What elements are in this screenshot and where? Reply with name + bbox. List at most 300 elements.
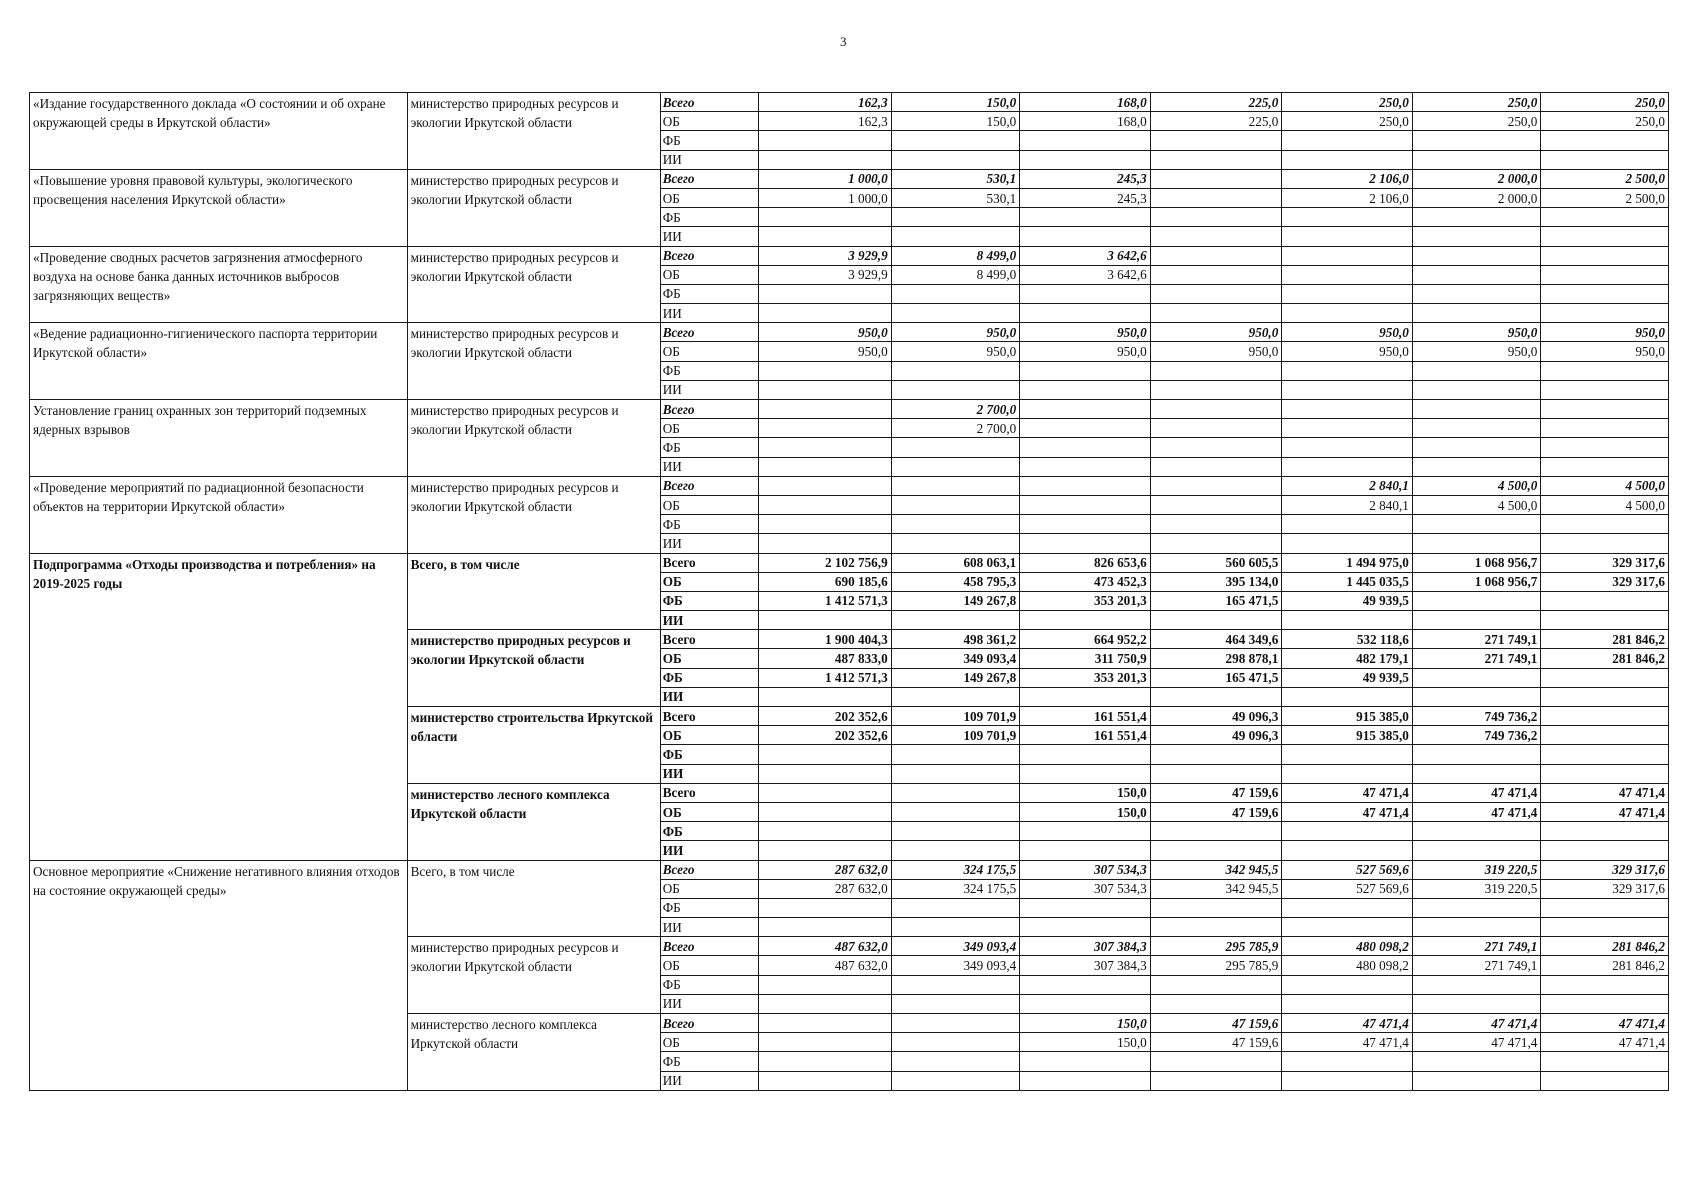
table-row	[30, 246, 1669, 265]
amount-y2021	[1020, 380, 1151, 399]
amount-y2023	[1282, 515, 1413, 534]
amount-y2019	[759, 687, 892, 706]
amount-y2025: 950,0	[1541, 323, 1669, 342]
amount-y2020: 150,0	[891, 93, 1020, 112]
table-row	[30, 476, 1669, 495]
amount-y2024	[1412, 841, 1541, 860]
responsible-executor: министерство природных ресурсов и экологии Иркутской области	[407, 246, 660, 323]
amount-y2024: 749 736,2	[1412, 707, 1541, 726]
amount-y2023	[1282, 745, 1413, 764]
amount-y2024: 271 749,1	[1412, 630, 1541, 649]
amount-y2020	[891, 822, 1020, 841]
funding-source: ОБ	[660, 495, 758, 514]
amount-y2024	[1412, 898, 1541, 917]
funding-source: ОБ	[660, 419, 758, 438]
amount-y2022: 395 134,0	[1150, 572, 1282, 591]
amount-y2022	[1150, 419, 1282, 438]
amount-y2024: 950,0	[1412, 342, 1541, 361]
amount-y2023: 482 179,1	[1282, 649, 1413, 668]
amount-y2025	[1541, 898, 1669, 917]
amount-y2022	[1150, 361, 1282, 380]
amount-y2022	[1150, 918, 1282, 937]
amount-y2021: 307 384,3	[1020, 937, 1151, 956]
amount-y2020	[891, 438, 1020, 457]
funding-source: ИИ	[660, 687, 758, 706]
amount-y2023	[1282, 975, 1413, 994]
amount-y2020: 2 700,0	[891, 419, 1020, 438]
responsible-executor: Всего, в том числе	[407, 553, 660, 630]
amount-y2021	[1020, 841, 1151, 860]
amount-y2020	[891, 534, 1020, 553]
amount-y2020	[891, 1033, 1020, 1052]
amount-y2019	[759, 515, 892, 534]
amount-y2024	[1412, 745, 1541, 764]
amount-y2021: 150,0	[1020, 802, 1151, 821]
amount-y2022	[1150, 611, 1282, 630]
amount-y2024: 319 220,5	[1412, 879, 1541, 898]
funding-source: ОБ	[660, 726, 758, 745]
amount-y2023	[1282, 822, 1413, 841]
amount-y2024	[1412, 918, 1541, 937]
funding-source: ОБ	[660, 1033, 758, 1052]
funding-source: ОБ	[660, 112, 758, 131]
amount-y2020: 530,1	[891, 169, 1020, 188]
responsible-executor: министерство природных ресурсов и экологии Иркутской области	[407, 630, 660, 707]
amount-y2022	[1150, 265, 1282, 284]
amount-y2020	[891, 783, 1020, 802]
amount-y2020: 608 063,1	[891, 553, 1020, 572]
amount-y2020: 349 093,4	[891, 956, 1020, 975]
amount-y2021	[1020, 611, 1151, 630]
amount-y2020	[891, 208, 1020, 227]
amount-y2021	[1020, 898, 1151, 917]
amount-y2023	[1282, 265, 1413, 284]
amount-y2024	[1412, 284, 1541, 303]
amount-y2022	[1150, 745, 1282, 764]
amount-y2021	[1020, 227, 1151, 246]
responsible-executor: министерство природных ресурсов и экологии Иркутской области	[407, 400, 660, 477]
amount-y2025: 47 471,4	[1541, 1033, 1669, 1052]
funding-source: Всего	[660, 937, 758, 956]
amount-y2021: 664 952,2	[1020, 630, 1151, 649]
amount-y2022	[1150, 764, 1282, 783]
funding-source: ФБ	[660, 208, 758, 227]
amount-y2021	[1020, 822, 1151, 841]
amount-y2024	[1412, 361, 1541, 380]
amount-y2024	[1412, 611, 1541, 630]
funding-source: ИИ	[660, 918, 758, 937]
funding-source: ИИ	[660, 380, 758, 399]
amount-y2024: 47 471,4	[1412, 1014, 1541, 1033]
amount-y2022	[1150, 438, 1282, 457]
amount-y2021	[1020, 515, 1151, 534]
amount-y2022: 165 471,5	[1150, 591, 1282, 610]
amount-y2020	[891, 918, 1020, 937]
amount-y2023: 49 939,5	[1282, 591, 1413, 610]
amount-y2025	[1541, 208, 1669, 227]
amount-y2020	[891, 495, 1020, 514]
amount-y2025: 250,0	[1541, 112, 1669, 131]
amount-y2025	[1541, 131, 1669, 150]
amount-y2020	[891, 284, 1020, 303]
amount-y2019	[759, 150, 892, 169]
amount-y2020: 458 795,3	[891, 572, 1020, 591]
funding-source: Всего	[660, 476, 758, 495]
amount-y2024	[1412, 208, 1541, 227]
amount-y2019	[759, 1014, 892, 1033]
amount-y2021: 3 642,6	[1020, 265, 1151, 284]
amount-y2025	[1541, 150, 1669, 169]
responsible-executor: министерство строительства Иркутской области	[407, 707, 660, 784]
amount-y2021: 826 653,6	[1020, 553, 1151, 572]
amount-y2022	[1150, 1052, 1282, 1071]
amount-y2025	[1541, 1071, 1669, 1090]
amount-y2019	[759, 822, 892, 841]
amount-y2022: 342 945,5	[1150, 879, 1282, 898]
amount-y2019: 1 412 571,3	[759, 591, 892, 610]
amount-y2025	[1541, 994, 1669, 1013]
amount-y2021: 168,0	[1020, 112, 1151, 131]
responsible-executor: Всего, в том числе	[407, 860, 660, 937]
amount-y2021	[1020, 495, 1151, 514]
amount-y2019	[759, 495, 892, 514]
amount-y2019	[759, 918, 892, 937]
amount-y2019	[759, 419, 892, 438]
amount-y2023	[1282, 534, 1413, 553]
amount-y2025	[1541, 841, 1669, 860]
amount-y2024	[1412, 994, 1541, 1013]
amount-y2021	[1020, 361, 1151, 380]
amount-y2022: 560 605,5	[1150, 553, 1282, 572]
amount-y2021: 950,0	[1020, 323, 1151, 342]
amount-y2020: 349 093,4	[891, 937, 1020, 956]
amount-y2024	[1412, 764, 1541, 783]
amount-y2023: 2 106,0	[1282, 188, 1413, 207]
amount-y2021	[1020, 284, 1151, 303]
funding-source: ФБ	[660, 131, 758, 150]
amount-y2024	[1412, 822, 1541, 841]
amount-y2025	[1541, 611, 1669, 630]
amount-y2024	[1412, 131, 1541, 150]
amount-y2020	[891, 764, 1020, 783]
funding-source: Всего	[660, 1014, 758, 1033]
amount-y2025	[1541, 246, 1669, 265]
amount-y2025: 2 500,0	[1541, 169, 1669, 188]
amount-y2019: 690 185,6	[759, 572, 892, 591]
responsible-executor: министерство лесного комплекса Иркутской области	[407, 783, 660, 860]
amount-y2019: 1 000,0	[759, 188, 892, 207]
amount-y2023: 480 098,2	[1282, 956, 1413, 975]
amount-y2019: 162,3	[759, 93, 892, 112]
amount-y2020	[891, 745, 1020, 764]
amount-y2022: 49 096,3	[1150, 707, 1282, 726]
page-number: 3	[840, 34, 847, 49]
amount-y2019	[759, 764, 892, 783]
funding-source: ОБ	[660, 342, 758, 361]
amount-y2023: 250,0	[1282, 93, 1413, 112]
amount-y2022	[1150, 898, 1282, 917]
activity-name: «Проведение мероприятий по радиационной безопасности объектов на территории Иркутской области»	[30, 476, 408, 553]
funding-source: ФБ	[660, 591, 758, 610]
amount-y2019	[759, 400, 892, 419]
amount-y2020: 8 499,0	[891, 246, 1020, 265]
amount-y2024: 271 749,1	[1412, 937, 1541, 956]
amount-y2022	[1150, 534, 1282, 553]
amount-y2019: 487 833,0	[759, 649, 892, 668]
funding-source: Всего	[660, 246, 758, 265]
responsible-executor: министерство природных ресурсов и экологии Иркутской области	[407, 169, 660, 246]
amount-y2022	[1150, 131, 1282, 150]
amount-y2022	[1150, 208, 1282, 227]
amount-y2021: 950,0	[1020, 342, 1151, 361]
amount-y2021	[1020, 304, 1151, 323]
table-body	[30, 93, 1669, 1091]
amount-y2019	[759, 476, 892, 495]
funding-source: ФБ	[660, 745, 758, 764]
amount-y2019: 487 632,0	[759, 956, 892, 975]
amount-y2022: 464 349,6	[1150, 630, 1282, 649]
amount-y2019: 2 102 756,9	[759, 553, 892, 572]
amount-y2023: 47 471,4	[1282, 1033, 1413, 1052]
amount-y2024: 4 500,0	[1412, 495, 1541, 514]
amount-y2019	[759, 131, 892, 150]
table-row	[30, 553, 1669, 572]
amount-y2022	[1150, 822, 1282, 841]
funding-source: Всего	[660, 400, 758, 419]
amount-y2025	[1541, 1052, 1669, 1071]
amount-y2021	[1020, 131, 1151, 150]
amount-y2022	[1150, 150, 1282, 169]
funding-source: ФБ	[660, 822, 758, 841]
funding-source: Всего	[660, 630, 758, 649]
amount-y2022: 47 159,6	[1150, 1014, 1282, 1033]
amount-y2020	[891, 457, 1020, 476]
amount-y2023: 915 385,0	[1282, 707, 1413, 726]
amount-y2021: 307 534,3	[1020, 860, 1151, 879]
amount-y2021: 168,0	[1020, 93, 1151, 112]
amount-y2025	[1541, 419, 1669, 438]
amount-y2021: 150,0	[1020, 1014, 1151, 1033]
funding-source: ОБ	[660, 572, 758, 591]
amount-y2025	[1541, 265, 1669, 284]
funding-source: ФБ	[660, 975, 758, 994]
amount-y2020: 349 093,4	[891, 649, 1020, 668]
funding-source: ФБ	[660, 361, 758, 380]
amount-y2022	[1150, 687, 1282, 706]
funding-source: ФБ	[660, 1052, 758, 1071]
amount-y2023	[1282, 841, 1413, 860]
amount-y2025: 329 317,6	[1541, 553, 1669, 572]
amount-y2021: 245,3	[1020, 169, 1151, 188]
amount-y2023: 950,0	[1282, 323, 1413, 342]
amount-y2025: 47 471,4	[1541, 783, 1669, 802]
funding-source: ОБ	[660, 802, 758, 821]
funding-source: ИИ	[660, 764, 758, 783]
amount-y2025: 281 846,2	[1541, 630, 1669, 649]
amount-y2021	[1020, 918, 1151, 937]
amount-y2021: 311 750,9	[1020, 649, 1151, 668]
amount-y2021	[1020, 1071, 1151, 1090]
funding-source: ИИ	[660, 611, 758, 630]
amount-y2025: 329 317,6	[1541, 879, 1669, 898]
funding-source: ОБ	[660, 956, 758, 975]
amount-y2023	[1282, 1052, 1413, 1071]
funding-source: ФБ	[660, 515, 758, 534]
activity-name: «Ведение радиационно-гигиенического паспорта территории Иркутской области»	[30, 323, 408, 400]
amount-y2023	[1282, 687, 1413, 706]
amount-y2024: 250,0	[1412, 93, 1541, 112]
responsible-executor: министерство природных ресурсов и экологии Иркутской области	[407, 476, 660, 553]
amount-y2023	[1282, 994, 1413, 1013]
amount-y2020: 109 701,9	[891, 707, 1020, 726]
amount-y2023: 950,0	[1282, 342, 1413, 361]
amount-y2024	[1412, 304, 1541, 323]
amount-y2020	[891, 611, 1020, 630]
amount-y2019	[759, 841, 892, 860]
amount-y2020	[891, 1052, 1020, 1071]
amount-y2022	[1150, 227, 1282, 246]
funding-source: ФБ	[660, 438, 758, 457]
amount-y2023	[1282, 611, 1413, 630]
amount-y2025	[1541, 304, 1669, 323]
amount-y2024: 271 749,1	[1412, 956, 1541, 975]
amount-y2023	[1282, 246, 1413, 265]
amount-y2025	[1541, 457, 1669, 476]
amount-y2020	[891, 802, 1020, 821]
amount-y2024: 319 220,5	[1412, 860, 1541, 879]
amount-y2025	[1541, 515, 1669, 534]
amount-y2021: 307 534,3	[1020, 879, 1151, 898]
amount-y2020: 498 361,2	[891, 630, 1020, 649]
amount-y2025	[1541, 822, 1669, 841]
funding-source: ФБ	[660, 668, 758, 687]
amount-y2023	[1282, 150, 1413, 169]
funding-source: ИИ	[660, 150, 758, 169]
amount-y2023	[1282, 764, 1413, 783]
amount-y2021	[1020, 476, 1151, 495]
funding-source: ОБ	[660, 188, 758, 207]
budget-table	[29, 92, 1669, 1091]
amount-y2022	[1150, 841, 1282, 860]
amount-y2021: 353 201,3	[1020, 591, 1151, 610]
amount-y2023	[1282, 284, 1413, 303]
amount-y2024: 2 000,0	[1412, 169, 1541, 188]
amount-y2024: 749 736,2	[1412, 726, 1541, 745]
amount-y2020	[891, 361, 1020, 380]
amount-y2024	[1412, 457, 1541, 476]
amount-y2023	[1282, 918, 1413, 937]
amount-y2022: 47 159,6	[1150, 1033, 1282, 1052]
amount-y2020	[891, 380, 1020, 399]
amount-y2022	[1150, 476, 1282, 495]
amount-y2023	[1282, 208, 1413, 227]
amount-y2021: 3 642,6	[1020, 246, 1151, 265]
amount-y2024: 950,0	[1412, 323, 1541, 342]
amount-y2023	[1282, 400, 1413, 419]
amount-y2020	[891, 304, 1020, 323]
amount-y2025: 281 846,2	[1541, 956, 1669, 975]
amount-y2025	[1541, 975, 1669, 994]
amount-y2019: 950,0	[759, 323, 892, 342]
amount-y2019	[759, 745, 892, 764]
activity-name: Подпрограмма «Отходы производства и потребления» на 2019-2025 годы	[30, 553, 408, 860]
amount-y2022: 298 878,1	[1150, 649, 1282, 668]
amount-y2019: 1 412 571,3	[759, 668, 892, 687]
amount-y2019	[759, 611, 892, 630]
activity-name: Установление границ охранных зон территорий подземных ядерных взрывов	[30, 400, 408, 477]
funding-source: Всего	[660, 860, 758, 879]
amount-y2025	[1541, 284, 1669, 303]
amount-y2020: 530,1	[891, 188, 1020, 207]
amount-y2021	[1020, 687, 1151, 706]
amount-y2022	[1150, 169, 1282, 188]
amount-y2019	[759, 227, 892, 246]
activity-name: «Повышение уровня правовой культуры, экологического просвещения населения Иркутской области»	[30, 169, 408, 246]
activity-name: «Проведение сводных расчетов загрязнения атмосферного воздуха на основе банка данных источников выбросов загрязняющих веществ»	[30, 246, 408, 323]
amount-y2022: 225,0	[1150, 112, 1282, 131]
amount-y2022	[1150, 284, 1282, 303]
funding-source: Всего	[660, 783, 758, 802]
amount-y2025	[1541, 227, 1669, 246]
amount-y2025: 281 846,2	[1541, 649, 1669, 668]
funding-source: ОБ	[660, 265, 758, 284]
amount-y2022	[1150, 304, 1282, 323]
amount-y2020: 109 701,9	[891, 726, 1020, 745]
activity-name: Основное мероприятие «Снижение негативного влияния отходов на состояние окружающей среды»	[30, 860, 408, 1090]
amount-y2019	[759, 534, 892, 553]
amount-y2021	[1020, 208, 1151, 227]
amount-y2019	[759, 457, 892, 476]
amount-y2023	[1282, 227, 1413, 246]
amount-y2023: 532 118,6	[1282, 630, 1413, 649]
amount-y2023: 250,0	[1282, 112, 1413, 131]
funding-source: ФБ	[660, 898, 758, 917]
amount-y2024: 1 068 956,7	[1412, 553, 1541, 572]
table-row	[30, 400, 1669, 419]
funding-source: Всего	[660, 169, 758, 188]
amount-y2024: 1 068 956,7	[1412, 572, 1541, 591]
amount-y2024: 271 749,1	[1412, 649, 1541, 668]
amount-y2021	[1020, 438, 1151, 457]
amount-y2021: 150,0	[1020, 1033, 1151, 1052]
amount-y2022: 342 945,5	[1150, 860, 1282, 879]
amount-y2025: 329 317,6	[1541, 572, 1669, 591]
amount-y2024: 47 471,4	[1412, 783, 1541, 802]
amount-y2019: 3 929,9	[759, 265, 892, 284]
amount-y2023: 47 471,4	[1282, 1014, 1413, 1033]
amount-y2024	[1412, 265, 1541, 284]
amount-y2020	[891, 476, 1020, 495]
amount-y2025: 47 471,4	[1541, 1014, 1669, 1033]
amount-y2019	[759, 975, 892, 994]
amount-y2020: 8 499,0	[891, 265, 1020, 284]
amount-y2021: 245,3	[1020, 188, 1151, 207]
amount-y2022: 950,0	[1150, 342, 1282, 361]
amount-y2025: 250,0	[1541, 93, 1669, 112]
amount-y2022: 47 159,6	[1150, 802, 1282, 821]
amount-y2025: 2 500,0	[1541, 188, 1669, 207]
amount-y2019	[759, 1052, 892, 1071]
amount-y2022: 225,0	[1150, 93, 1282, 112]
amount-y2020	[891, 975, 1020, 994]
amount-y2021	[1020, 400, 1151, 419]
amount-y2019	[759, 1071, 892, 1090]
activity-name: «Издание государственного доклада «О состоянии и об охране окружающей среды в Иркутской области»	[30, 93, 408, 170]
amount-y2022: 295 785,9	[1150, 937, 1282, 956]
amount-y2024	[1412, 668, 1541, 687]
funding-source: ИИ	[660, 534, 758, 553]
amount-y2021	[1020, 457, 1151, 476]
